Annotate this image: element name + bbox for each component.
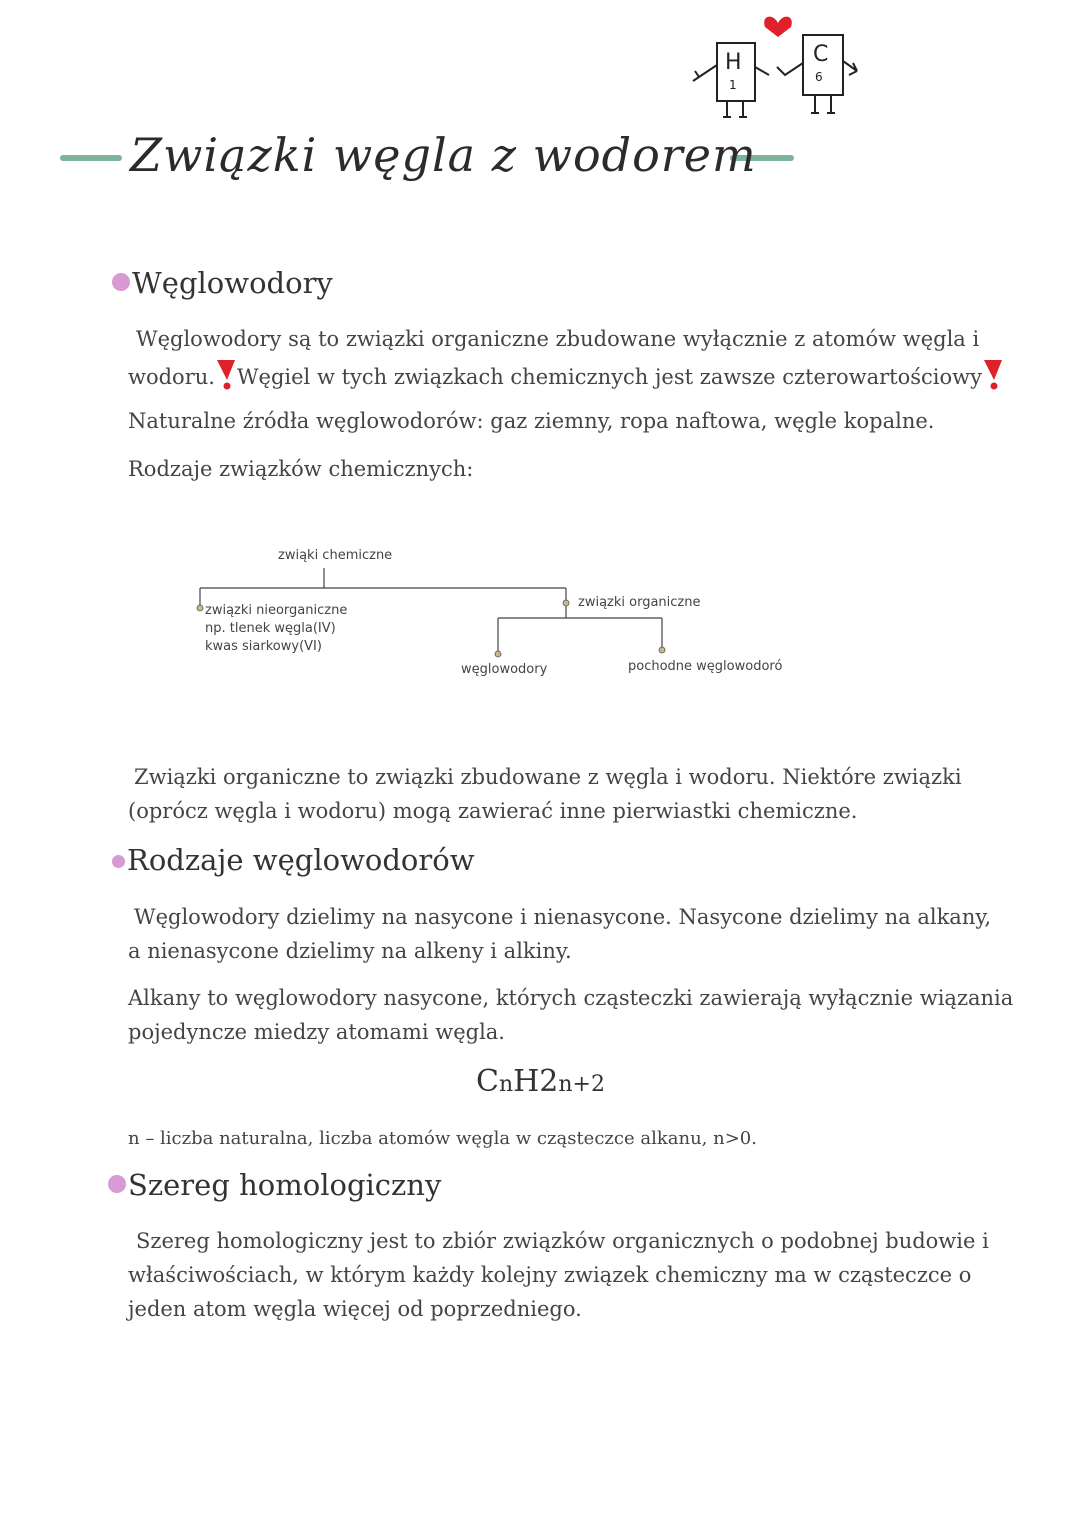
exclamation-icon xyxy=(215,356,237,390)
paragraph-alkanes: Alkany to węglowodory nasycone, których cząsteczki zawierają wyłącznie wiązania pojedyncze miedzy atomami węgla. xyxy=(128,986,1014,1044)
paragraph-compound-types: Rodzaje związków chemicznych: xyxy=(128,457,474,481)
svg-text:6: 6 xyxy=(815,70,823,84)
bullet-icon xyxy=(112,855,125,868)
formula-note: n – liczba naturalna, liczba atomów węgla w cząsteczce alkanu, n>0. xyxy=(128,1128,757,1149)
bullet-icon xyxy=(108,1175,126,1193)
paragraph-natural-sources: Naturalne źródła węglowodorów: gaz ziemny, ropa naftowa, węgle kopalne. xyxy=(128,409,935,433)
text-line: Węglowodory są to związki organiczne zbudowane wyłącznie z atomów węgla i xyxy=(136,327,980,351)
page-title: Związki węgla z wodorem xyxy=(130,128,757,182)
text-line: wodoru. Węgiel w tych związkach chemicznych jest zawsze czterowartościowy xyxy=(128,356,1004,394)
svg-text:1: 1 xyxy=(729,78,737,92)
paragraph-hydrocarbons-definition xyxy=(128,322,1004,394)
paragraph-organic-compounds: Związki organiczne to związki zbudowane z węgla i wodoru. Niektóre związki (oprócz węgla i wodoru) mogą zawierać inne pierwiastki chemiczne. xyxy=(128,765,962,823)
h-and-c-characters-with-heart-icon xyxy=(685,5,865,125)
section-heading-types: Rodzaje węglowodorów xyxy=(112,843,475,877)
alkane-general-formula: CnH2n+2 xyxy=(476,1064,605,1099)
bullet-icon xyxy=(112,273,130,291)
paragraph-homologous-series: Szereg homologiczny jest to zbiór związków organicznych o podobnej budowie i właściwościach, w którym każdy kolejny związek chemiczny ma w cząsteczce o jeden atom węgla więcej od poprzedniego. xyxy=(128,1229,989,1321)
exclamation-icon xyxy=(982,356,1004,390)
section-heading-hydrocarbons: Węglowodory xyxy=(112,266,333,300)
heart-icon xyxy=(764,17,792,37)
diagram-node-hydrocarbons: węglowodory xyxy=(461,662,548,677)
paragraph-types-division: Węglowodory dzielimy na nasycone i nienasycone. Nasycone dzielimy na alkany, a nienasycone dzielimy na alkeny i alkiny. xyxy=(128,905,992,963)
diagram-node-root: zwiąki chemiczne xyxy=(278,548,393,563)
diagram-node-inorganic: związki nieorganiczne np. tlenek węgla(IV) kwas siarkowy(VI) xyxy=(205,603,348,654)
diagram-node-organic: związki organiczne xyxy=(578,595,701,610)
diagram-node-derivatives: pochodne węglowodoró xyxy=(628,659,783,674)
section-heading-homologous: Szereg homologiczny xyxy=(108,1168,441,1202)
doodle-letter-h: H xyxy=(725,50,742,75)
title-dash-left xyxy=(60,155,122,161)
doodle-letter-c: C xyxy=(813,42,829,67)
